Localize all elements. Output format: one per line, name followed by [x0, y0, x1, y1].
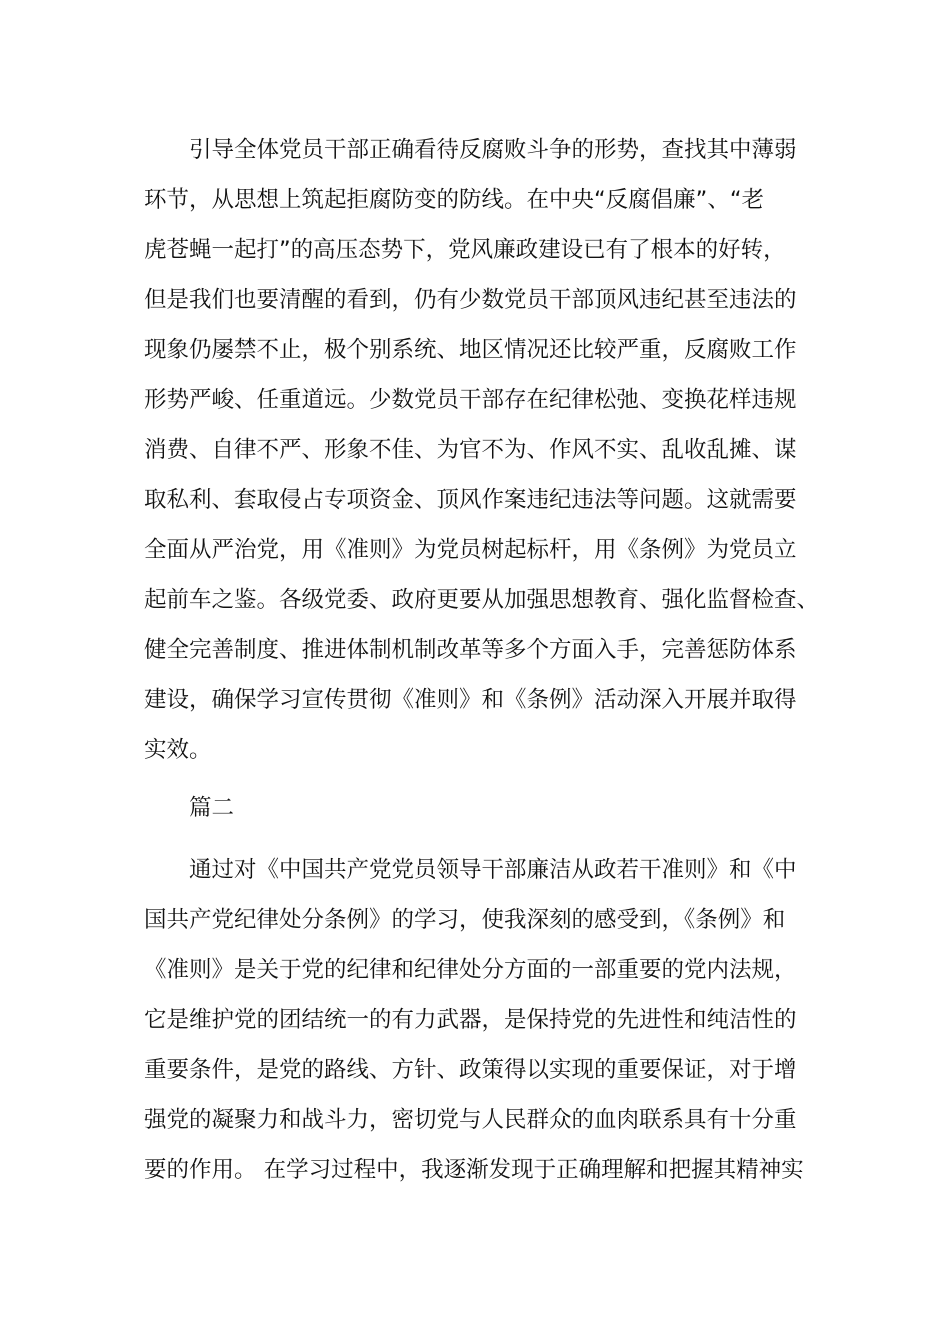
paragraph-2: [144, 845, 808, 1195]
paragraph-1-line: 建设，确保学习宣传贯彻《准则》和《条例》活动深入开展并取得: [144, 687, 797, 713]
paragraph-1: [144, 125, 820, 775]
paragraph-1-line: 消费、自律不严、形象不佳、为官不为、作风不实、乱收乱摊、谋: [144, 437, 797, 463]
paragraph-1-line: 但是我们也要清醒的看到，仍有少数党员干部顶风违纪甚至违法的: [144, 287, 797, 313]
paragraph-1-line: 实效。: [144, 737, 212, 763]
paragraph-1-line: 环节，从思想上筑起拒腐防变的防线。在中央“反腐倡廉”、“老: [144, 187, 764, 213]
paragraph-1-line: 形势严峻、任重道远。少数党员干部存在纪律松弛、变换花样违规: [144, 387, 797, 413]
paragraph-1-line: 全面从严治党，用《准则》为党员树起标杆，用《条例》为党员立: [144, 537, 797, 563]
paragraph-2-line: 国共产党纪律处分条例》的学习，使我深刻的感受到，《条例》和: [144, 907, 786, 933]
paragraph-2-line: 要的作用。 在学习过程中，我逐渐发现于正确理解和把握其精神实: [144, 1157, 804, 1183]
paragraph-2-line: 通过对《中国共产党党员领导干部廉洁从政若干准则》和《中: [189, 857, 797, 883]
paragraph-1-line: 现象仍屡禁不止，极个别系统、地区情况还比较严重，反腐败工作: [144, 337, 797, 363]
paragraph-2-line: 重要条件，是党的路线、方针、政策得以实现的重要保证，对于增: [144, 1057, 797, 1083]
paragraph-2-line: 强党的凝聚力和战斗力，密切党与人民群众的血肉联系具有十分重: [144, 1107, 797, 1133]
paragraph-1-line: 引导全体党员干部正确看待反腐败斗争的形势，查找其中薄弱: [189, 137, 797, 163]
paragraph-1-line: 取私利、套取侵占专项资金、顶风作案违纪违法等问题。这就需要: [144, 487, 797, 513]
paragraph-2-line: 它是维护党的团结统一的有力武器，是保持党的先进性和纯洁性的: [144, 1007, 797, 1033]
paragraph-2-line: 《准则》是关于党的纪律和纪律处分方面的一部重要的党内法规，: [144, 957, 797, 983]
section-heading: [144, 783, 808, 833]
section-heading-text: 篇二: [189, 795, 235, 821]
paragraph-1-line: 虎苍蝇一起打”的高压态势下，党风廉政建设已有了根本的好转，: [144, 237, 786, 263]
paragraph-1-line: 起前车之鉴。各级党委、政府更要从加强思想教育、强化监督检查、: [144, 587, 820, 613]
paragraph-1-line: 健全完善制度、推进体制机制改革等多个方面入手，完善惩防体系: [144, 637, 797, 663]
